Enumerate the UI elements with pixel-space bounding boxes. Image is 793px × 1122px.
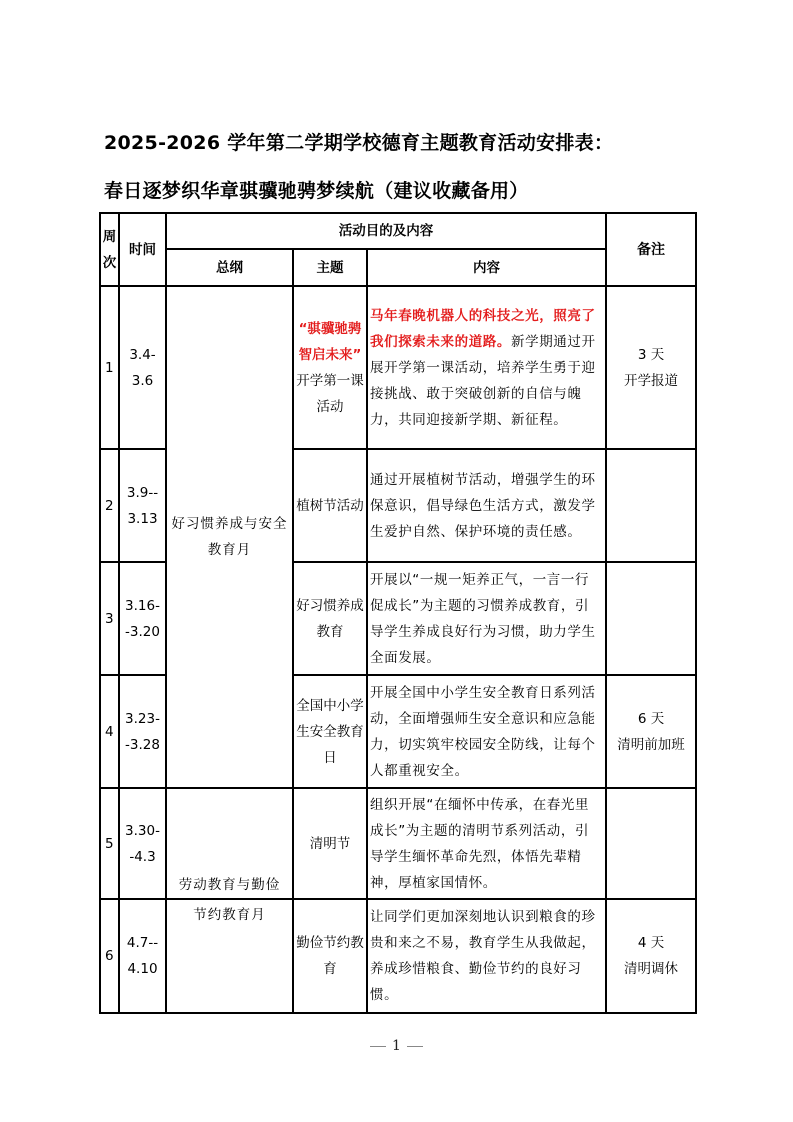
time-cell	[119, 788, 166, 899]
theme-label: 清明节	[309, 835, 351, 852]
content-cell	[367, 899, 606, 1013]
page-number: 1	[392, 1038, 401, 1054]
schedule-table	[99, 212, 697, 1014]
header-theme: 主题	[293, 249, 367, 286]
theme-highlight: “骐骥驰骋智启未来”	[298, 320, 362, 363]
theme-label: 勤俭节约教育	[296, 935, 364, 977]
header-note: 备注	[606, 213, 696, 286]
content-cell	[367, 286, 606, 449]
time-end: -4.3	[129, 848, 156, 865]
theme-label: 好习惯养成教育	[296, 597, 364, 640]
note-desc: 清明前加班	[617, 736, 685, 753]
note-days: 6 天	[637, 710, 665, 727]
time-cell	[119, 899, 166, 1013]
content-text: 通过开展植树节活动，增强学生的环保意识，倡导绿色生活方式，激发学生爱护自然、保护环境的责任感。	[370, 471, 596, 540]
week-number: 6	[100, 899, 119, 1013]
outline-label-line2: 节约教育月	[193, 907, 266, 923]
content-highlight: 马年春晚机器人的科技之光，照亮了我们探索未来的道路。	[370, 307, 596, 350]
theme-cell	[293, 788, 367, 899]
time-end: 3.13	[127, 510, 158, 527]
theme-cell	[293, 286, 367, 449]
time-cell	[119, 286, 166, 449]
footer-dash-right	[407, 1046, 423, 1047]
content-cell	[367, 788, 606, 899]
outline-cell-continued	[166, 899, 293, 1013]
page-footer	[0, 1038, 793, 1054]
time-start: 3.30-	[125, 822, 160, 839]
header-week: 周次	[100, 213, 119, 286]
time-end: 4.10	[127, 961, 158, 977]
header-row-1	[100, 213, 696, 249]
note-cell	[606, 286, 696, 449]
header-content: 内容	[367, 249, 606, 286]
time-start: 3.9--	[126, 484, 159, 501]
week-number: 2	[100, 449, 119, 562]
footer-dash-left	[370, 1046, 386, 1047]
time-cell	[119, 449, 166, 562]
content-text: 开展全国中小学生安全教育日系列活动，全面增强师生安全意识和应急能力，切实筑牢校园安全防线，让每个人都重视安全。	[370, 684, 596, 779]
theme-cell	[293, 675, 367, 788]
note-desc: 清明调休	[624, 961, 679, 977]
table-row	[100, 788, 696, 899]
time-end: 3.6	[131, 372, 154, 389]
content-text: 让同学们更加深刻地认识到粮食的珍贵和来之不易，教育学生从我做起，养成珍惜粮食、勤俭节约的良好习惯。	[370, 909, 596, 1003]
content-cell	[367, 449, 606, 562]
time-start: 3.23-	[125, 710, 160, 727]
document-title-line1: 2025-2026 学年第二学期学校德育主题教育活动安排表：	[104, 132, 614, 154]
week-number: 5	[100, 788, 119, 899]
note-cell	[606, 899, 696, 1013]
time-cell	[119, 562, 166, 675]
note-cell	[606, 562, 696, 675]
time-start: 4.7--	[126, 935, 159, 951]
note-days: 3 天	[637, 346, 665, 363]
time-start: 3.16-	[125, 597, 160, 614]
theme-cell	[293, 449, 367, 562]
content-text: 组织开展“在缅怀中传承，在春光里成长”为主题的清明节系列活动，引导学生缅怀革命先烈，体悟先辈精神，厚植家国情怀。	[370, 796, 590, 891]
note-cell	[606, 449, 696, 562]
week-number: 4	[100, 675, 119, 788]
table-row	[100, 286, 696, 449]
theme-cell	[293, 899, 367, 1013]
content-text: 开展以“一规一矩养正气，一言一行促成长”为主题的习惯养成教育，引导学生养成良好行为习惯，助力学生全面发展。	[370, 571, 596, 666]
note-days: 4 天	[637, 935, 665, 951]
header-outline: 总纲	[166, 249, 293, 286]
week-number: 1	[100, 286, 119, 449]
theme-cell	[293, 562, 367, 675]
week-number: 3	[100, 562, 119, 675]
note-cell	[606, 788, 696, 899]
theme-label: 植树节活动	[296, 497, 364, 514]
theme-label: 开学第一课活动	[296, 372, 364, 415]
table-row	[100, 899, 696, 1013]
time-end: -3.20	[125, 623, 160, 640]
content-cell	[367, 562, 606, 675]
document-title-line2: 春日逐梦织华章骐骥驰骋梦续航（建议收藏备用）	[104, 180, 529, 202]
theme-label: 全国中小学生安全教育日	[296, 697, 364, 766]
outline-cell	[166, 788, 293, 899]
note-desc: 开学报道	[624, 372, 679, 389]
time-end: -3.28	[125, 736, 160, 753]
outline-cell	[166, 286, 293, 788]
header-time: 时间	[119, 213, 166, 286]
content-cell	[367, 675, 606, 788]
header-purpose-group: 活动目的及内容	[166, 213, 606, 249]
note-cell	[606, 675, 696, 788]
time-start: 3.4-	[129, 346, 156, 363]
time-cell	[119, 675, 166, 788]
content-text: 新学期通过开展开学第一课活动，培养学生勇于迎接挑战、敢于突破创新的自信与魄力，共同迎接新学期、新征程。	[370, 333, 596, 428]
outline-label: 好习惯养成与安全教育月	[171, 516, 288, 558]
outline-label-line1: 劳动教育与勤俭	[178, 877, 281, 893]
